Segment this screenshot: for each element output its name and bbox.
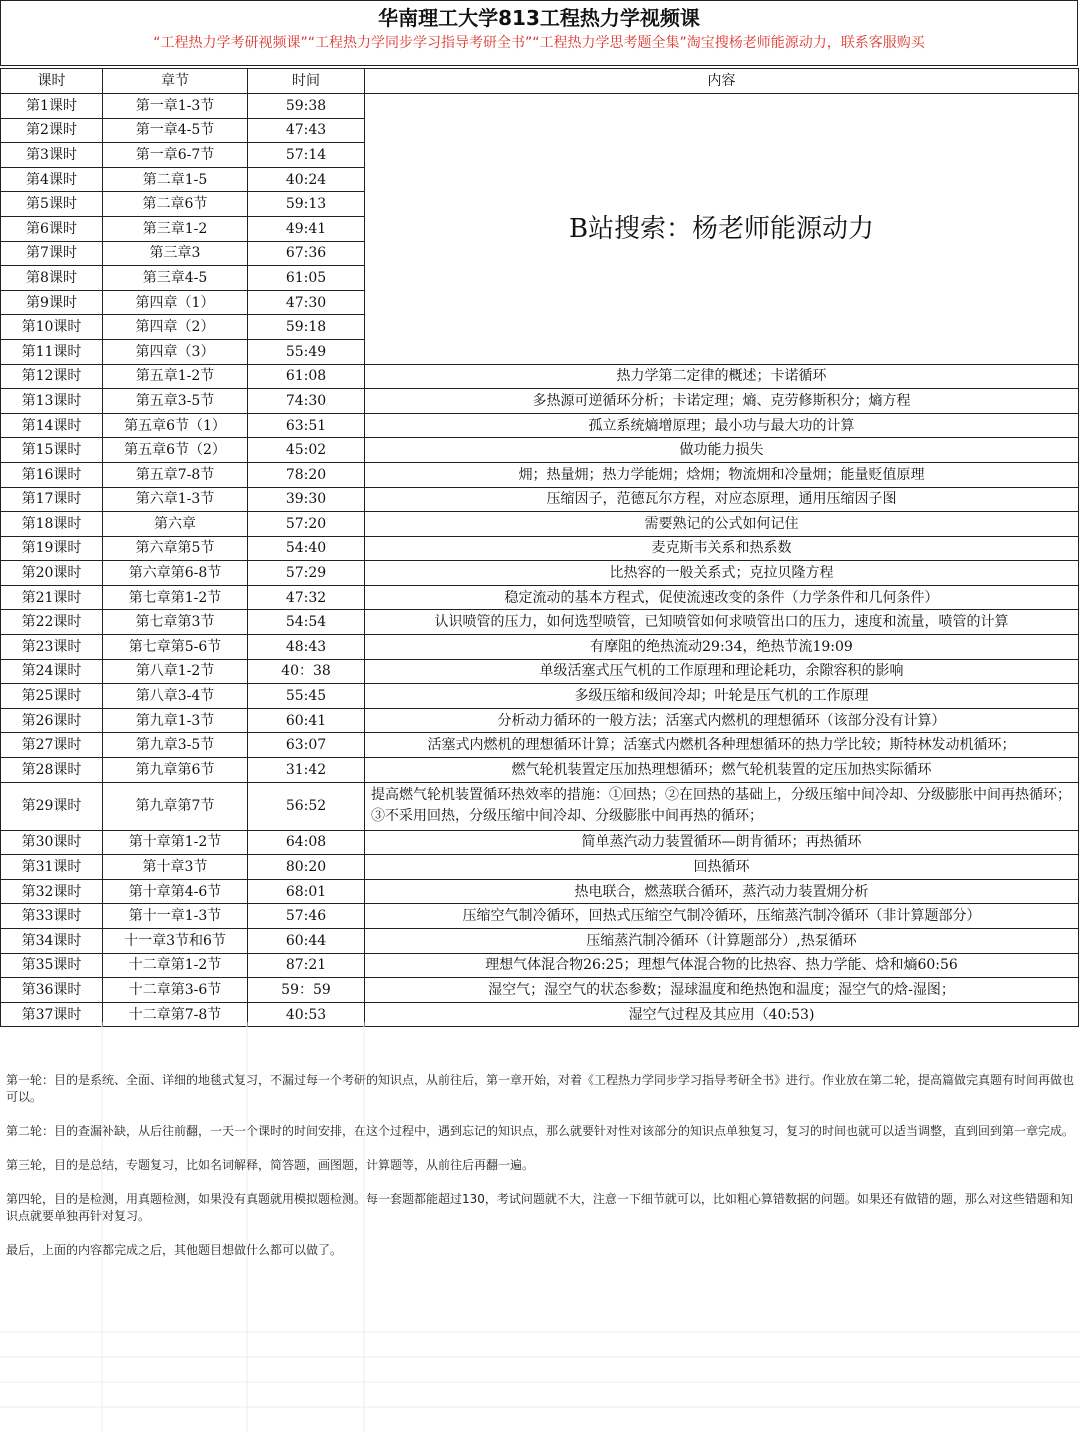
chapter-cell: 十二章第7-8节 <box>103 1002 248 1027</box>
chapter-cell: 十二章第1-2节 <box>103 953 248 978</box>
time-cell: 47:30 <box>248 290 365 315</box>
lesson-cell: 第23课时 <box>1 635 103 660</box>
column-header-lesson: 课时 <box>1 69 103 94</box>
chapter-cell: 第四章（2） <box>103 315 248 340</box>
time-cell: 45:02 <box>248 438 365 463</box>
time-cell: 57:14 <box>248 143 365 168</box>
table-row <box>1 684 1079 709</box>
lesson-cell: 第24课时 <box>1 659 103 684</box>
chapter-cell: 第四章（3） <box>103 339 248 364</box>
chapter-cell: 第三章1-2 <box>103 216 248 241</box>
table-row <box>1 585 1079 610</box>
time-cell: 57:46 <box>248 904 365 929</box>
content-cell: 压缩蒸汽制冷循环（计算题部分）,热泵循环 <box>365 929 1079 954</box>
time-cell: 40:53 <box>248 1002 365 1027</box>
page-title: 华南理工大学813工程热力学视频课 <box>378 6 700 30</box>
table-row <box>1 758 1079 783</box>
time-cell: 55:49 <box>248 339 365 364</box>
content-cell: 孤立系统熵增原理；最小功与最大功的计算 <box>365 413 1079 438</box>
table-row <box>1 830 1079 855</box>
time-cell: 56:52 <box>248 782 365 830</box>
time-cell: 67:36 <box>248 241 365 266</box>
time-cell: 63:51 <box>248 413 365 438</box>
table-row <box>1 389 1079 414</box>
note-round-1: 第一轮：目的是系统、全面、详细的地毯式复习，不漏过每一个考研的知识点，从前往后，第一章开始，对着《工程热力学同步学习指导考研全书》进行。作业放在第二轮，提高篇做完真题有时间再做也可以。 <box>6 1073 1075 1104</box>
time-cell: 64:08 <box>248 830 365 855</box>
chapter-cell: 第十章第1-2节 <box>103 830 248 855</box>
lesson-cell: 第8课时 <box>1 266 103 291</box>
note-final: 最后，上面的内容都完成之后，其他题目想做什么都可以做了。 <box>6 1243 343 1257</box>
lesson-cell: 第27课时 <box>1 733 103 758</box>
note-round-4: 第四轮，目的是检测，用真题检测，如果没有真题就用模拟题检测。每一套题都能超过130，考试问题就不大，注意一下细节就可以，比如粗心算错数据的问题。如果还有做错的题，那么对这些错题和知识点就要单独再针对复习。 <box>6 1192 1073 1223</box>
chapter-cell: 第一章4-5节 <box>103 118 248 143</box>
time-cell: 39:30 <box>248 487 365 512</box>
lesson-cell: 第13课时 <box>1 389 103 414</box>
table-row <box>1 855 1079 880</box>
content-cell: 分析动力循环的一般方法；活塞式内燃机的理想循环（该部分没有计算） <box>365 708 1079 733</box>
chapter-cell: 第六章第6-8节 <box>103 561 248 586</box>
lesson-cell: 第26课时 <box>1 708 103 733</box>
chapter-cell: 第九章1-3节 <box>103 708 248 733</box>
lesson-cell: 第6课时 <box>1 216 103 241</box>
content-cell: 燃气轮机装置定压加热理想循环；燃气轮机装置的定压加热实际循环 <box>365 758 1079 783</box>
lesson-cell: 第15课时 <box>1 438 103 463</box>
lesson-cell: 第22课时 <box>1 610 103 635</box>
table-row <box>1 659 1079 684</box>
lesson-cell: 第36课时 <box>1 978 103 1003</box>
lesson-cell: 第29课时 <box>1 782 103 830</box>
table-row <box>1 487 1079 512</box>
table-row <box>1 413 1079 438</box>
content-cell: 提高燃气轮机装置循环热效率的措施：①回热；②在回热的基础上，分级压缩中间冷却、分级膨胀中间再热循环；③不采用回热，分级压缩中间冷却、分级膨胀中间再热的循环； <box>365 782 1079 830</box>
lesson-cell: 第14课时 <box>1 413 103 438</box>
lesson-cell: 第37课时 <box>1 1002 103 1027</box>
table-row <box>1 536 1079 561</box>
chapter-cell: 第七章第3节 <box>103 610 248 635</box>
time-cell: 54:54 <box>248 610 365 635</box>
time-cell: 31:42 <box>248 758 365 783</box>
time-cell: 47:32 <box>248 585 365 610</box>
table-row <box>1 1002 1079 1027</box>
content-cell: 比热容的一般关系式；克拉贝隆方程 <box>365 561 1079 586</box>
table-row <box>1 364 1079 389</box>
schedule-table <box>0 68 1079 1027</box>
content-cell: 压缩因子，范德瓦尔方程，对应态原理，通用压缩因子图 <box>365 487 1079 512</box>
lesson-cell: 第9课时 <box>1 290 103 315</box>
chapter-cell: 第六章1-3节 <box>103 487 248 512</box>
lesson-cell: 第33课时 <box>1 904 103 929</box>
lesson-cell: 第5课时 <box>1 192 103 217</box>
note-round-3: 第三轮，目的是总结，专题复习，比如名词解释，简答题，画图题，计算题等，从前往后再翻一遍。 <box>6 1158 535 1172</box>
table-row <box>1 512 1079 537</box>
time-cell: 48:43 <box>248 635 365 660</box>
lesson-cell: 第12课时 <box>1 364 103 389</box>
column-header-time: 时间 <box>248 69 365 94</box>
time-cell: 57:20 <box>248 512 365 537</box>
content-cell: 压缩空气制冷循环，回热式压缩空气制冷循环，压缩蒸汽制冷循环（非计算题部分） <box>365 904 1079 929</box>
content-cell: 㶲；热量㶲；热力学能㶲；焓㶲；物流㶲和冷量㶲；能量贬值原理 <box>365 462 1079 487</box>
sheet-header <box>0 0 1078 66</box>
content-cell: 热力学第二定律的概述；卡诺循环 <box>365 364 1079 389</box>
chapter-cell: 第六章第5节 <box>103 536 248 561</box>
table-row <box>1 462 1079 487</box>
time-cell: 74:30 <box>248 389 365 414</box>
chapter-cell: 第五章1-2节 <box>103 364 248 389</box>
lesson-cell: 第35课时 <box>1 953 103 978</box>
chapter-cell: 第九章第7节 <box>103 782 248 830</box>
table-row <box>1 782 1079 830</box>
lesson-cell: 第4课时 <box>1 167 103 192</box>
study-notes <box>6 1072 1074 1276</box>
content-cell: 多热源可逆循环分析；卡诺定理；熵、克劳修斯积分；熵方程 <box>365 389 1079 414</box>
table-row <box>1 610 1079 635</box>
time-cell: 40：38 <box>248 659 365 684</box>
lesson-cell: 第7课时 <box>1 241 103 266</box>
time-cell: 60:41 <box>248 708 365 733</box>
content-cell: 需要熟记的公式如何记住 <box>365 512 1079 537</box>
chapter-cell: 第八章1-2节 <box>103 659 248 684</box>
time-cell: 49:41 <box>248 216 365 241</box>
table-row <box>1 879 1079 904</box>
time-cell: 47:43 <box>248 118 365 143</box>
content-cell: 多级压缩和级间冷却；叶轮是压气机的工作原理 <box>365 684 1079 709</box>
lesson-cell: 第1课时 <box>1 94 103 119</box>
lesson-cell: 第18课时 <box>1 512 103 537</box>
content-cell: 理想气体混合物26:25；理想气体混合物的比热容、热力学能、焓和熵60:56 <box>365 953 1079 978</box>
time-cell: 54:40 <box>248 536 365 561</box>
chapter-cell: 第九章3-5节 <box>103 733 248 758</box>
time-cell: 60:44 <box>248 929 365 954</box>
content-cell: 单级活塞式压气机的工作原理和理论耗功，余隙容积的影响 <box>365 659 1079 684</box>
lesson-cell: 第30课时 <box>1 830 103 855</box>
note-round-2: 第二轮：目的查漏补缺，从后往前翻，一天一个课时的时间安排，在这个过程中，遇到忘记的知识点，那么就要针对性对该部分的知识点单独复习，复习的时间也就可以适当调整，直到回到第一章完成。 <box>6 1124 1075 1138</box>
chapter-cell: 第一章1-3节 <box>103 94 248 119</box>
chapter-cell: 第七章第5-6节 <box>103 635 248 660</box>
content-cell: 简单蒸汽动力装置循环—朗肯循环；再热循环 <box>365 830 1079 855</box>
time-cell: 80:20 <box>248 855 365 880</box>
lesson-cell: 第17课时 <box>1 487 103 512</box>
content-cell: 活塞式内燃机的理想循环计算；活塞式内燃机各种理想循环的热力学比较；斯特林发动机循环； <box>365 733 1079 758</box>
table-row <box>1 929 1079 954</box>
chapter-cell: 第二章6节 <box>103 192 248 217</box>
time-cell: 78:20 <box>248 462 365 487</box>
time-cell: 59：59 <box>248 978 365 1003</box>
table-header-row <box>1 69 1079 94</box>
content-cell: 认识喷管的压力，如何选型喷管，已知喷管如何求喷管出口的压力，速度和流量，喷管的计算 <box>365 610 1079 635</box>
time-cell: 40:24 <box>248 167 365 192</box>
chapter-cell: 第五章6节（2） <box>103 438 248 463</box>
chapter-cell: 第八章3-4节 <box>103 684 248 709</box>
content-cell: 热电联合，燃蒸联合循环，蒸汽动力装置㶲分析 <box>365 879 1079 904</box>
time-cell: 57:29 <box>248 561 365 586</box>
promo-subtitle: “工程热力学考研视频课”“工程热力学同步学习指导考研全书”“工程热力学思考题全集”淘宝搜杨老师能源动力，联系客服购买 <box>153 35 925 51</box>
time-cell: 59:18 <box>248 315 365 340</box>
chapter-cell: 十二章第3-6节 <box>103 978 248 1003</box>
chapter-cell: 第十章3节 <box>103 855 248 880</box>
chapter-cell: 第三章4-5 <box>103 266 248 291</box>
chapter-cell: 第十一章1-3节 <box>103 904 248 929</box>
chapter-cell: 十一章3节和6节 <box>103 929 248 954</box>
time-cell: 55:45 <box>248 684 365 709</box>
chapter-cell: 第四章（1） <box>103 290 248 315</box>
time-cell: 61:05 <box>248 266 365 291</box>
table-row <box>1 904 1079 929</box>
content-cell: 有摩阻的绝热流动29:34，绝热节流19:09 <box>365 635 1079 660</box>
chapter-cell: 第五章6节（1） <box>103 413 248 438</box>
lesson-cell: 第16课时 <box>1 462 103 487</box>
time-cell: 68:01 <box>248 879 365 904</box>
time-cell: 61:08 <box>248 364 365 389</box>
table-row <box>1 953 1079 978</box>
table-row <box>1 635 1079 660</box>
time-cell: 87:21 <box>248 953 365 978</box>
table-row <box>1 708 1079 733</box>
table-row <box>1 978 1079 1003</box>
chapter-cell: 第七章第1-2节 <box>103 585 248 610</box>
lesson-cell: 第25课时 <box>1 684 103 709</box>
schedule-body <box>1 94 1079 1027</box>
merged-content-cell: B站搜索：杨老师能源动力 <box>365 94 1079 365</box>
chapter-cell: 第五章3-5节 <box>103 389 248 414</box>
chapter-cell: 第三章3 <box>103 241 248 266</box>
table-row <box>1 561 1079 586</box>
chapter-cell: 第九章第6节 <box>103 758 248 783</box>
chapter-cell: 第二章1-5 <box>103 167 248 192</box>
lesson-cell: 第32课时 <box>1 879 103 904</box>
content-cell: 湿空气过程及其应用（40:53) <box>365 1002 1079 1027</box>
column-header-chapter: 章节 <box>103 69 248 94</box>
chapter-cell: 第十章第4-6节 <box>103 879 248 904</box>
lesson-cell: 第19课时 <box>1 536 103 561</box>
table-row <box>1 733 1079 758</box>
time-cell: 59:38 <box>248 94 365 119</box>
lesson-cell: 第11课时 <box>1 339 103 364</box>
lesson-cell: 第20课时 <box>1 561 103 586</box>
lesson-cell: 第34课时 <box>1 929 103 954</box>
table-row <box>1 438 1079 463</box>
lesson-cell: 第28课时 <box>1 758 103 783</box>
time-cell: 63:07 <box>248 733 365 758</box>
chapter-cell: 第五章7-8节 <box>103 462 248 487</box>
lesson-cell: 第31课时 <box>1 855 103 880</box>
lesson-cell: 第10课时 <box>1 315 103 340</box>
chapter-cell: 第六章 <box>103 512 248 537</box>
lesson-cell: 第2课时 <box>1 118 103 143</box>
lesson-cell: 第3课时 <box>1 143 103 168</box>
chapter-cell: 第一章6-7节 <box>103 143 248 168</box>
table-row <box>1 94 1079 119</box>
column-header-content: 内容 <box>365 69 1079 94</box>
content-cell: 稳定流动的基本方程式，促使流速改变的条件（力学条件和几何条件） <box>365 585 1079 610</box>
lesson-cell: 第21课时 <box>1 585 103 610</box>
content-cell: 湿空气；湿空气的状态参数；湿球温度和绝热饱和温度；湿空气的焓-湿图； <box>365 978 1079 1003</box>
time-cell: 59:13 <box>248 192 365 217</box>
content-cell: 做功能力损失 <box>365 438 1079 463</box>
content-cell: 回热循环 <box>365 855 1079 880</box>
content-cell: 麦克斯韦关系和热系数 <box>365 536 1079 561</box>
